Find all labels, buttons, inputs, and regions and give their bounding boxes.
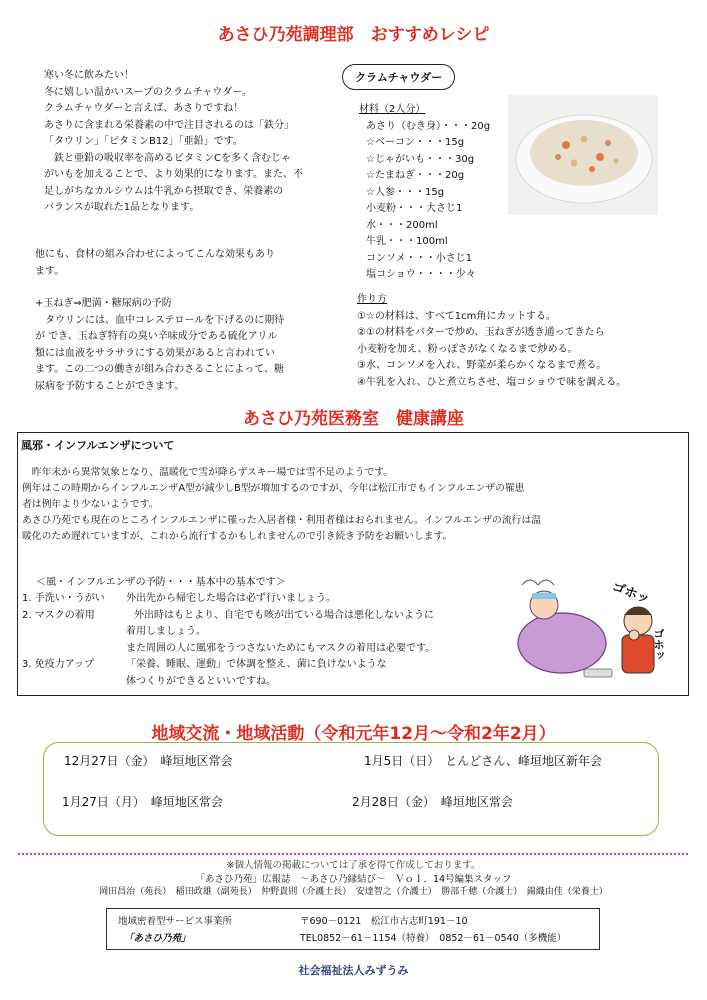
prevention-label: 1. 手洗い・うがい [22,593,105,604]
prevention-text: 着用しましょう。 [126,626,206,637]
method-step: 小麦粉を加え、粉っぽさがなくなるまで炒める。 [357,343,578,355]
health-box-heading: 風邪・インフルエンザについて [21,439,175,452]
method-step: ③水、コンソメを入れ、野菜が柔らかくなるまで煮る。 [357,360,607,371]
intro-line: がいもを加えることで、より効果的になります。また、不 [44,169,303,180]
effect-line: タウリンには、血中コレステロールを下げるのに期待 [35,314,285,326]
prevention-heading: ＜風・インフルエンザの予防・・・基本中の基本です＞ [36,577,286,588]
health-line: 暖化のため遅れていますが、これから流行するかもしれませんので引き続き予防をお願いします。 [22,531,453,542]
other-line: 他にも、食材の組み合わせによってこんな効果もあり [35,249,275,260]
health-section-title: あさひ乃苑医務室 健康講座 [243,409,464,429]
method-step: ①☆の材料は、すべて1cm角にカットする。 [357,310,556,322]
staff-line: 岡田昌治（苑長） 稲田政雄（副苑長） 仲野貴則（介護士長） 安達智之（介護士） 勝部千穂（介護士） 錦織由佳（栄養士） [99,887,608,897]
intro-line: クラムチャウダーと言えば、あさりですね！ [44,103,244,114]
facility-type: 地域密着型サービス事業所 [118,916,233,927]
event-item: 2月28日（金） 峰垣地区常会 [352,795,513,809]
intro-line: 寒い冬に飲みたい！ [44,70,134,81]
cough-sound-1: ゴホッ [609,579,652,608]
intro-line: 鉄と亜鉛の吸収率を高めるビタミンCを多く含むじゃ [44,152,291,164]
editorial-line: 「あさひ乃苑」広報誌 ～あさひ乃縁結び～ Ｖｏｌ．14号編集スタッフ [195,874,512,885]
effect-line: +玉ねぎ⇒肥満・糖尿病の予防 [35,298,172,309]
prevention-item-mask [22,608,435,658]
ingredient-item: ☆人参・・・15g [366,186,445,198]
corporation-name: 社会福祉法人みずうみ [298,964,409,977]
health-line: 者は例年より少ないようです。 [22,499,159,510]
intro-line: 「タウリン」「ビタミンB12」「亜鉛」です。 [44,136,243,147]
prevention-item-handwash [22,591,435,608]
prevention-label: 2. マスクの着用 [22,609,95,621]
intro-line: バランスが取れた1品となります。 [44,202,200,213]
prevention-text: 「栄養、睡眠、運動」で体調を整え、菌に負けないような [126,659,387,670]
health-line: あさひ乃苑でも現在のところインフルエンザに罹った入居者様・利用者様はおられません。インフルエンザの流行は温 [22,515,542,526]
effect-line: 尿病を予防することができます。 [35,380,185,392]
intro-line: あさりに含まれる栄養素の中で注目されるのは「鉄分」 [44,119,294,131]
facility-name: 「あさひ乃苑」 [124,933,191,944]
prevention-list [22,591,435,690]
event-item: 1月27日（月） 峰垣地区常会 [62,795,223,809]
prevention-label: 3. 免疫力アップ [22,659,95,670]
ingredient-item: 小麦粉・・・大さじ1 [366,203,463,214]
ingredients-block [359,102,490,284]
effect-line: 類には血液をサラサラにする効果があると言われてい [35,347,275,359]
ingredient-item: 水・・・200ml [366,219,438,231]
prevention-text: 体つくりができるといいですね。 [126,675,276,687]
dish-name-label: クラムチャウダー [342,64,455,90]
sick-person-icon [514,565,684,683]
health-line: 昨年末から異常気象となり、温暖化で雪が降らずスキー場では雪不足のようです。 [22,467,394,478]
recipe-effect-onion [35,296,284,395]
prevention-text: 外出時はもとより、自宅でも咳が出ている場合は悪化しないように [134,609,434,621]
facility-address: 〒690－0121 松江市古志町191－10 [300,916,468,927]
method-step: ④牛乳を入れ、ひと煮立ちさせ、塩コショウで味を調える。 [357,376,627,388]
cough-sound-2: ゴホッ [652,628,665,661]
recipe-other-effects [35,247,275,280]
ingredient-item: コンソメ・・・小さじ1 [366,252,473,264]
health-paragraph [22,465,541,545]
ingredient-item: あさり（むき身）・・・20g [366,120,491,132]
recipe-section-title: あさひ乃苑調理部 おすすめレシピ [217,25,490,45]
ingredient-item: 牛乳・・・100ml [366,236,448,247]
events-section-title: 地域交流・地域活動（令和元年12月～令和2年2月） [151,724,556,744]
sick-illustration [514,565,684,683]
ingredient-item: 塩コショウ・・・・少々 [366,269,476,280]
method-block [357,292,626,391]
ingredients-heading: 材料（2人分） [359,104,426,115]
ingredient-item: ☆たまねぎ・・・20g [366,170,465,181]
soup-bowl-image [508,95,658,215]
privacy-note: ※個人情報の掲載については了承を得て作成しております。 [226,860,481,871]
ingredient-item: ☆ベーコン・・・15g [366,137,465,148]
footer-divider [18,853,688,855]
ingredient-item: ☆じゃがいも・・・30g [366,153,475,165]
recipe-intro [44,68,303,217]
method-heading: 作り方 [357,294,387,305]
event-item: 1月5日（日） とんどさん、峰垣地区新年会 [364,754,602,768]
prevention-item-immunity [22,657,435,690]
intro-line: 冬に嬉しい温かいスープのクラムチャウダー。 [44,86,252,98]
facility-phone: TEL0852－61－1154（特養） 0852－61－0540（多機能） [300,933,567,944]
clam-chowder-photo [508,95,658,215]
health-line: 例年はこの時期からインフルエンザA型が減少しB型が増加するのですが、今年は松江市でもインフルエンザの罹患 [22,483,525,494]
prevention-text: 外出先から帰宅した場合は必ず行いましょう。 [126,593,336,604]
prevention-text: また周囲の人に風邪をうつさないためにもマスクの着用は必要です。 [126,642,436,654]
intro-line: 足しがちなカルシウムは牛乳から摂取でき、栄養素の [44,185,284,197]
other-line: ます。 [35,265,65,277]
effect-line: ます。この二つの働きが組み合わさることによって、糖 [35,364,284,375]
method-step: ②①の材料をバターで炒め、玉ねぎが透き通ってきたら [357,327,605,338]
effect-line: が でき、玉ねぎ特有の臭い辛味成分である硫化アリル [35,331,278,342]
event-item: 12月27日（金） 峰垣地区常会 [64,754,233,768]
